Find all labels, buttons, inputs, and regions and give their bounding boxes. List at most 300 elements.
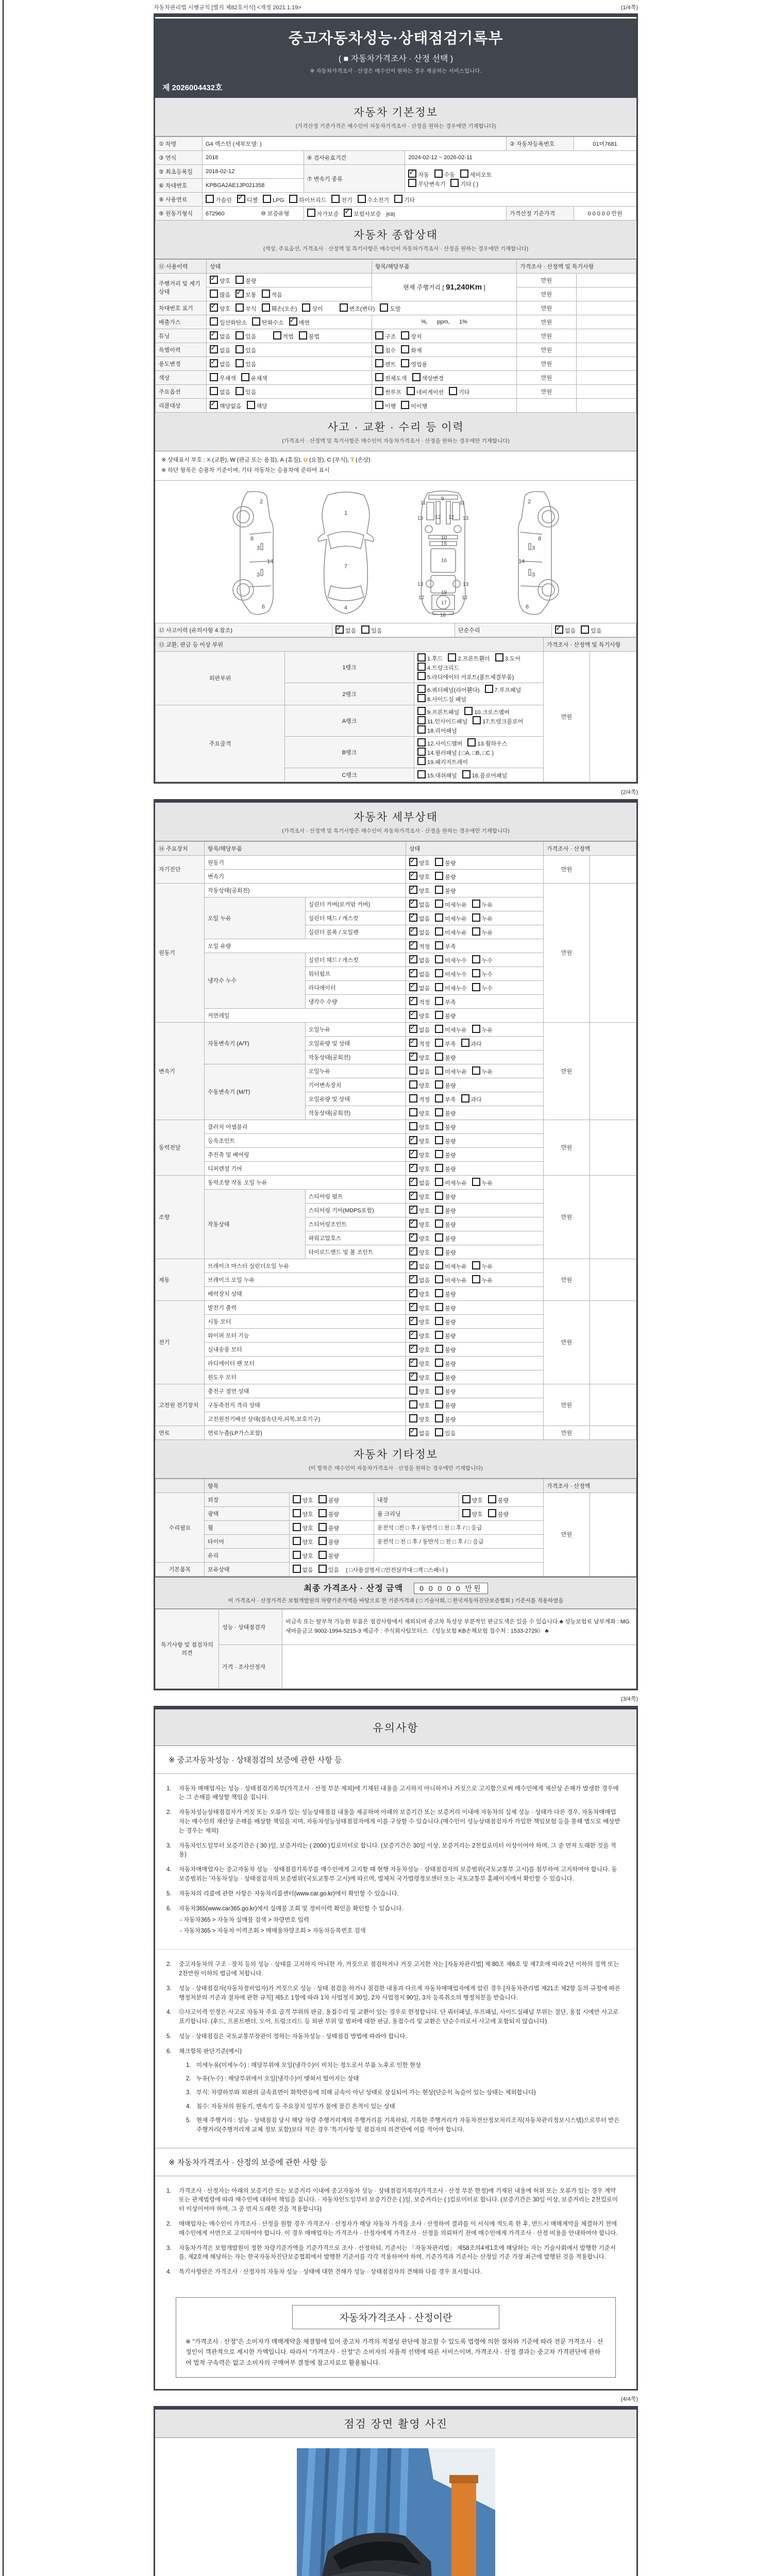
table-row: [156, 1384, 636, 1398]
table-row: [156, 1426, 636, 1439]
unchecked-option: 양호: [462, 1509, 483, 1518]
checked-option: ✓ 없음: [409, 969, 430, 978]
page-mark-1: (1/4쪽): [620, 5, 638, 11]
unchecked-checkbox-icon: [293, 1495, 301, 1503]
unchecked-checkbox-icon: [435, 1414, 443, 1422]
panel-group-label: 주요골격: [156, 705, 285, 782]
table-row: [156, 399, 636, 413]
item-label: 윈도우 모터: [205, 1370, 406, 1384]
checked-option: ✓ 양호: [409, 1317, 430, 1326]
checked-option: ✓ 없음: [335, 625, 356, 635]
svg-text:15: 15: [441, 541, 447, 547]
unchecked-checkbox-icon: [417, 738, 426, 747]
unchecked-checkbox-icon: [340, 303, 348, 312]
svg-text:14: 14: [518, 558, 525, 565]
unchecked-checkbox-icon: [449, 387, 457, 395]
unchecked-checkbox-icon: [472, 913, 480, 922]
unchecked-checkbox-icon: [488, 1495, 496, 1503]
overall-state-header: [155, 221, 636, 259]
unchecked-option: 해당: [247, 401, 267, 410]
unchecked-option: 있음: [435, 1428, 456, 1437]
table-header-row: 항목 가격조사 · 산정액: [156, 1479, 636, 1493]
unchecked-option: 10.크로스멤버: [464, 707, 509, 716]
item-label: 작동상태(공회전): [305, 1050, 406, 1064]
item-label: 충전구 절연 상태: [205, 1384, 406, 1398]
unchecked-option: 불량: [318, 1551, 339, 1560]
checked-checkbox-icon: [409, 858, 417, 866]
price-cell: 만원: [544, 1426, 590, 1439]
unchecked-option: 불량: [435, 1345, 456, 1354]
table-row: [156, 623, 636, 637]
state-options: [289, 1493, 374, 1506]
checked-option: ✓ 매연: [289, 317, 310, 327]
unchecked-checkbox-icon: [409, 1414, 417, 1422]
table-row: [156, 357, 636, 371]
svg-text:4: 4: [344, 604, 348, 611]
state-options: [406, 1217, 544, 1231]
unchecked-option: 불량: [435, 1150, 456, 1159]
state-options: [207, 357, 372, 371]
svg-text:3: 3: [532, 545, 535, 551]
item-label: 파워고압호스: [305, 1231, 406, 1245]
checked-checkbox-icon: [289, 317, 297, 326]
checked-option: ✓ 양호: [409, 1011, 430, 1020]
usage-row-label: 주행거리 및 계기상태: [156, 274, 207, 301]
repair-item-label: 외장: [205, 1493, 290, 1506]
unchecked-option: 많음: [210, 290, 230, 299]
unchecked-option: 있음: [236, 359, 256, 368]
state-options: [459, 1506, 544, 1520]
item-options: [372, 329, 517, 343]
unchecked-checkbox-icon: [252, 317, 260, 326]
device-label: 원동기: [156, 883, 205, 1022]
unchecked-option: 불량: [435, 1247, 456, 1257]
usage-row-label: 용도변경: [156, 357, 207, 371]
state-options: [406, 869, 544, 883]
unchecked-option: 불량: [435, 1331, 456, 1340]
state-options: [406, 897, 544, 911]
unchecked-checkbox-icon: [289, 195, 297, 203]
item-label: 시동 모터: [205, 1314, 406, 1328]
unchecked-option: 미이행: [401, 401, 427, 410]
unchecked-checkbox-icon: [375, 373, 383, 381]
unchecked-option: 누수: [472, 983, 493, 992]
page-mark-4: (4/4쪽): [620, 2396, 638, 2403]
unchecked-checkbox-icon: [435, 913, 443, 922]
service-note: ※ 자동차가격조사 · 산정은 매수인이 원하는 경우 제공하는 서비스입니다.: [310, 68, 482, 74]
unchecked-checkbox-icon: [417, 757, 426, 765]
unchecked-checkbox-icon: [401, 345, 409, 353]
state-options: [406, 1161, 544, 1175]
overall-state-subtitle: (색상, 주요옵션, 가격조사 · 산정액 및 특기사항은 매수인이 자동차가격조사 · 산정을 원하는 경우에만 기재합니다): [263, 246, 529, 252]
price-cell: 만원: [517, 287, 577, 301]
checked-option: ✓ 없음: [409, 900, 430, 909]
checked-option: ✓ 양호: [409, 1331, 430, 1340]
unchecked-checkbox-icon: [472, 1261, 480, 1269]
car-bottom-diagram: [402, 488, 484, 618]
unchecked-checkbox-icon: [293, 1523, 301, 1531]
repair-item-label: 유리: [205, 1548, 290, 1562]
checked-option: ✓ 양호: [210, 303, 230, 313]
unchecked-option: 수소전기: [358, 195, 390, 204]
item-label: 발전기 출력: [205, 1300, 406, 1314]
accident-history-options: [332, 623, 455, 637]
unchecked-option: 12.사이드멤버: [417, 738, 462, 748]
unchecked-option: 누수: [472, 969, 493, 978]
unchecked-option: 미세누유: [435, 900, 467, 909]
unchecked-checkbox-icon: [417, 748, 426, 756]
item-label: 클러치 어셈블리: [205, 1120, 406, 1133]
unchecked-option: 있음: [236, 331, 256, 341]
usage-row-label: 배출가스: [156, 315, 207, 329]
checked-option: ✓ 양호: [409, 1345, 430, 1354]
item-label: 스티어링조인트: [305, 1217, 406, 1231]
svg-text:11: 11: [460, 500, 465, 506]
final-price-band: [155, 1577, 636, 1609]
simple-repair-options: [552, 623, 636, 637]
checked-option: ✓ 양호: [409, 1053, 430, 1062]
other-info-title: 자동차 기타정보: [354, 1448, 438, 1461]
item-label: 변속기: [205, 869, 406, 883]
unchecked-option: 네비게이션: [407, 387, 444, 396]
panel-options: [414, 651, 544, 683]
unchecked-checkbox-icon: [435, 886, 443, 894]
svg-text:2: 2: [260, 498, 263, 505]
detail-state-subtitle: (가격조사 · 산정액 및 특기사항은 매수인이 자동차가격조사 · 산정을 원하는 경우에만 기재합니다): [282, 827, 510, 834]
unchecked-option: 7.루프패널: [485, 685, 522, 694]
unchecked-checkbox-icon: [262, 290, 270, 298]
state-options: [406, 1189, 544, 1203]
svg-text:3: 3: [532, 571, 535, 578]
item-label: 실린더 헤드 / 개스킷: [305, 953, 406, 967]
unchecked-checkbox-icon: [307, 209, 315, 217]
item-label: 실린더 블록 / 오일팬: [305, 925, 406, 939]
unchecked-checkbox-icon: [409, 1400, 417, 1409]
state-options: [207, 315, 372, 329]
position-options: 운전석 □ 전 □ 후 / 동반석 □ 전 □ 후 / □ 응급: [374, 1534, 544, 1548]
item-label: 라디에이터 팬 모터: [205, 1356, 406, 1370]
notice-item: 3. 자동차인도일부터 보증기간은 ( 30 )일, 보증거리는 ( 2000 )킬로미터로 합니다. (보증기간은 30일 이상, 보증거리는 2천킬로미터 이상이어야 하며, 그 중 먼저 도래한 것을 적용): [166, 1842, 616, 1858]
notice-item: 4. ⑫사고이력 인정은 사고로 자동차 주요 골격 부위의 판금, 용접수리 및 교환이 있는 경우로 한정합니다. 단 쿼터패널, 루프패널, 사이드실패널 부위는 절단, 용접 시에만 사고로 표기합니다. (후드, 프론트펜더, 도어, 트렁크리드 등 외판 부위 및 범퍼에 대한 판금, 용접수리 및 교환은 단순수리로서 사고에 포함되지 않습니다): [166, 2009, 619, 2025]
checked-checkbox-icon: [409, 1011, 417, 1019]
car-name-value: G4 렉스턴 (세부모델: ): [203, 137, 507, 151]
unchecked-option: 유채색: [241, 373, 267, 382]
unchecked-checkbox-icon: [435, 1400, 443, 1409]
unchecked-option: 불량: [435, 1359, 456, 1368]
unchecked-checkbox-icon: [435, 1331, 443, 1339]
state-options: [406, 1384, 544, 1398]
device-label: 동력전달: [156, 1120, 205, 1175]
unchecked-option: 미세누수: [435, 983, 467, 992]
checked-checkbox-icon: [409, 997, 417, 1005]
state-options: [289, 1520, 374, 1534]
price-cell: [517, 399, 577, 413]
unchecked-option: 누유: [472, 1178, 493, 1187]
price-cell: 만원: [544, 1384, 590, 1426]
item-options: [372, 371, 517, 385]
state-options: [289, 1506, 374, 1520]
table-header-row: ⑪ 사용이력 상태 항목/해당부품 가격조사 · 산정액 및 특기사항: [156, 260, 636, 274]
unchecked-option: 부족: [435, 1094, 456, 1104]
basic-info-header: [155, 98, 636, 137]
unchecked-checkbox-icon: [417, 725, 426, 734]
notice-item: 2. 자동차성능상태점검자가 거짓 또는 오류가 있는 성능상태점검 내용을 제공하여 아래의 보증기간 또는 보증거리 이내에 자동차의 실제 성능 · 상태가 다른 경우, 자동차매매업자는 매수인의 재산상 손해를 배상할 책임을 지며, 자동차성능상태점검자에게 이를 구상할 수 있습니다.(매수인이 성능상태점검자가 가입한 책임보험 등을 통해 별도로 배상받는 경우는 제외): [166, 1809, 620, 1834]
item-group-label: 냉각수 누수: [205, 953, 306, 1008]
state-options: [406, 925, 544, 939]
accident-history-label: ⑫ 사고이력 (유의사항 4.참조): [156, 623, 332, 637]
unchecked-checkbox-icon: [401, 401, 409, 409]
notices-header: [155, 1709, 636, 1746]
unchecked-checkbox-icon: [472, 983, 480, 991]
unchecked-option: 14.필러패널 ( □A, □B, □C ): [417, 748, 494, 757]
checked-option: ✓ 없음: [409, 1025, 430, 1034]
page-1-box: [154, 13, 638, 784]
svg-text:9: 9: [441, 496, 444, 502]
svg-text:12: 12: [435, 514, 441, 520]
state-options: [207, 274, 372, 287]
unchecked-checkbox-icon: [409, 1080, 417, 1089]
state-options: [406, 1398, 544, 1412]
item-options: [372, 343, 517, 357]
unchecked-checkbox-icon: [318, 1523, 327, 1531]
unchecked-checkbox-icon: [435, 1178, 443, 1186]
unchecked-option: 누유: [472, 913, 493, 923]
unchecked-checkbox-icon: [263, 195, 271, 203]
table-row: [156, 151, 636, 165]
state-options: [406, 1370, 544, 1384]
repair-item-label: 휠: [205, 1520, 290, 1534]
unchecked-option: 도말: [380, 303, 400, 313]
item-label: 실린더 커버(로커암 커버): [305, 897, 406, 911]
detail-state-header: [155, 803, 636, 841]
unchecked-option: 11.인사이드패널: [417, 716, 467, 725]
unchecked-checkbox-icon: [273, 331, 281, 340]
state-code-legend: [155, 451, 636, 481]
unchecked-option: 전기: [331, 195, 352, 204]
notice-subitem: 3. 부식: 차량하부와 외판의 금속표면이 화학반응에 의해 금속이 아닌 상태로 상실되어 가는 현상(단순히 녹슬어 있는 상태는 제외합니다): [186, 2090, 536, 2096]
table-row: [156, 385, 636, 399]
svg-text:19: 19: [441, 589, 447, 596]
checked-checkbox-icon: [210, 276, 218, 284]
checked-option: ✓ 양호: [409, 1303, 430, 1312]
unchecked-checkbox-icon: [472, 969, 480, 977]
hold-state-label: 보유상태: [205, 1562, 290, 1576]
unchecked-option: LPG: [263, 195, 284, 204]
unchecked-checkbox-icon: [435, 1317, 443, 1325]
unchecked-checkbox-icon: [461, 1039, 469, 1047]
unchecked-checkbox-icon: [435, 1039, 443, 1047]
panel-options: [414, 705, 544, 736]
state-options: [406, 1300, 544, 1314]
unchecked-option: 침수: [375, 345, 396, 354]
state-options: [406, 1412, 544, 1426]
unchecked-option: 불량: [318, 1509, 339, 1518]
usage-row-label: 리콜대상: [156, 399, 207, 413]
opinion-label: 특기사항 및 점검자의 의견: [156, 1609, 219, 1688]
state-options: [207, 301, 517, 315]
unchecked-option: 불량: [435, 1303, 456, 1312]
checked-option: ✓ 양호: [409, 1150, 430, 1159]
unchecked-checkbox-icon: [262, 303, 270, 312]
unchecked-option: 15.대쉬패널: [417, 770, 457, 779]
device-label: 고전원 전기장치: [156, 1384, 205, 1426]
checked-checkbox-icon: [409, 969, 417, 977]
state-options: [406, 1286, 544, 1300]
unchecked-checkbox-icon: [380, 303, 388, 312]
unchecked-checkbox-icon: [462, 1495, 470, 1503]
appraiser-label: 가격 · 조사산정자: [219, 1645, 282, 1688]
other-info-header: [155, 1440, 636, 1479]
unchecked-option: 불량: [435, 1372, 456, 1382]
unchecked-checkbox-icon: [358, 195, 366, 203]
checked-checkbox-icon: [237, 195, 245, 203]
other-info-subtitle: (이 항목은 매수인이 자동차가격조사 · 산정을 원하는 경우에만 기재합니다): [308, 1465, 483, 1471]
unchecked-option: 있음: [236, 387, 256, 396]
svg-text:2: 2: [528, 498, 531, 505]
checked-option: ✓ 없음: [555, 625, 576, 635]
checked-checkbox-icon: [409, 1303, 417, 1311]
inspector-label: 성능 · 상태점검자: [219, 1609, 282, 1645]
item-cell: %, ppm, 1%: [372, 315, 517, 329]
device-label: 조향: [156, 1175, 205, 1259]
state-code-letter: W: [230, 457, 236, 463]
unchecked-checkbox-icon: [417, 770, 426, 778]
inspection-photos: [155, 2438, 636, 2576]
checked-option: ✓ 양호: [409, 1359, 430, 1368]
notice-item: 1. 자동차 매매업자는 성능 · 상태점검기록부(가격조사 · 산정 부분 제외)에 기재된 내용을 고지하지 아니하거나 거짓으로 고지함으로써 매수인에게 재산상 손해가 발생한 경우에는 그 손해를 배상할 책임을 집니다.: [166, 1785, 619, 1801]
unchecked-checkbox-icon: [495, 653, 503, 662]
unchecked-option: 불량: [435, 1011, 456, 1020]
unchecked-option: 전체도색: [375, 373, 407, 382]
unchecked-checkbox-icon: [435, 1053, 443, 1061]
checked-checkbox-icon: [409, 955, 417, 963]
base-price-label: 가격산정 기준가격: [507, 207, 574, 221]
checked-checkbox-icon: [409, 1247, 417, 1256]
unchecked-option: 가솔린: [206, 195, 232, 204]
notice-item: 6. 자동차365(www.car365.go.kr)에서 실매물 조회 및 정비이력 확인을 확인할 수 있습니다. - 자동차365 > 자동차 실매물 검색 > 차량번호 입력 - 자동차365 > 자동차 이력조회 > 매매용차량조회 > 자동차등록번호 검색: [166, 1905, 621, 1936]
field-label: ② 자동차등록번호: [507, 137, 574, 151]
unchecked-option: 불량: [435, 1108, 456, 1117]
checked-checkbox-icon: [409, 1331, 417, 1339]
law-note: 자동차관리법 시행규칙 [별지 제82호서식] <개정 2021.1.19>: [154, 5, 301, 11]
unchecked-option: 누유: [472, 1066, 493, 1076]
item-label: 동력조향 작동 오일 누유: [205, 1175, 406, 1189]
unchecked-option: 불량: [318, 1495, 339, 1504]
unchecked-checkbox-icon: [401, 331, 409, 340]
unchecked-checkbox-icon: [236, 387, 244, 395]
inspection-photo-front: [297, 2448, 495, 2576]
checked-checkbox-icon: [409, 1372, 417, 1381]
svg-text:13: 13: [463, 515, 469, 521]
unchecked-checkbox-icon: [331, 195, 340, 203]
unchecked-option: 과다: [461, 1094, 482, 1104]
unchecked-checkbox-icon: [472, 1066, 480, 1075]
price-cell: 만원: [517, 301, 577, 315]
unchecked-checkbox-icon: [318, 1565, 327, 1573]
table-row: [156, 301, 636, 315]
checked-checkbox-icon: [210, 401, 218, 409]
svg-text:14: 14: [267, 558, 274, 565]
unchecked-option: 없음: [210, 387, 230, 396]
unchecked-option: 19.패키지트레이: [417, 757, 468, 766]
unchecked-checkbox-icon: [472, 927, 480, 936]
position-options: 운전석 □전 □ 후 / 동반석 □ 전 □ 후 / □ 응급: [374, 1520, 544, 1534]
unchecked-checkbox-icon: [409, 1108, 417, 1116]
rank-label: A랭크: [285, 705, 414, 736]
unchecked-checkbox-icon: [472, 1025, 480, 1033]
checked-checkbox-icon: [409, 1219, 417, 1228]
state-options: [406, 1231, 544, 1245]
unchecked-checkbox-icon: [435, 1150, 443, 1158]
inspection-validity-value: 2024-02-12 ~ 2026-02-11: [405, 151, 636, 165]
checked-option: ✓ 없음: [210, 359, 230, 368]
checked-option: ✓ 양호: [409, 1164, 430, 1173]
unchecked-checkbox-icon: [318, 1509, 327, 1517]
state-options: [406, 883, 544, 897]
state-options: [406, 1259, 544, 1273]
unchecked-checkbox-icon: [435, 900, 443, 908]
notice-item: 1. 가격조사 · 산정자는 아래의 보증기간 또는 보증거리 이내에 중고자동차 성능 · 상태점검기록부(가격조사 · 산정 부분 한정)에 기재된 내용에 허위 또는 오류가 있는 경우 계약 또는 관계법령에 따라 매수인에 대하여 책임을 집니다. · 자동차인도일부터 보증기간은 ( )일, 보증거리는 ( )킬로미터로 합니다. (보증기간은 30일 이상, 보증거리는 2천킬로미터 이상이어야 하며, 그 중 먼저 도래한 것을 적용합니다): [166, 2188, 618, 2213]
unchecked-checkbox-icon: [236, 276, 244, 284]
unchecked-checkbox-icon: [293, 1565, 301, 1573]
checked-checkbox-icon: [409, 1150, 417, 1158]
car-top-diagram: [307, 488, 384, 618]
warranty-type-label: ⑩ 보증유형: [260, 211, 290, 217]
unchecked-checkbox-icon: [210, 373, 218, 381]
item-label: 와이퍼 모터 기능: [205, 1328, 406, 1342]
unchecked-option: 양호: [409, 1080, 430, 1090]
unchecked-checkbox-icon: [236, 331, 244, 340]
detail-state-table: [155, 841, 636, 1440]
final-price-label: 최종 가격조사 · 산정 금액: [304, 1584, 404, 1593]
checked-option: ✓ 없음: [409, 1275, 430, 1284]
repair-item-label: 타이어: [205, 1534, 290, 1548]
unchecked-checkbox-icon: [318, 1551, 327, 1559]
unchecked-option: 3.도어: [495, 653, 520, 663]
notice-subitem: 5. 현재 주행거리 : 성능 · 상태점검 당시 해당 차량 주행거리계의 주행거리를 기록하되, 기록한 주행거리가 자동차전산정보처리조직(자동차관리정보시스템)으로부터 받은 주행거리(주행거리계 교체 정보 포함)보다 적은 경우 '특기사항 및 점검자의 의견'란에 이를 적어야 합니다.: [186, 2117, 620, 2133]
item-options: [372, 385, 517, 399]
unchecked-option: 무채색: [210, 373, 236, 382]
unchecked-option: 불량: [435, 1136, 456, 1145]
basic-info-subtitle: (가격산정 기준가격은 매수인이 자동차가격조사 · 산정을 원하는 경우에만 기재합니다): [295, 123, 496, 129]
document-title: 중고자동차성능·상태점검기록부: [288, 30, 503, 47]
unchecked-checkbox-icon: [462, 770, 470, 778]
unchecked-option: 누유: [472, 927, 493, 937]
item-label: 등속조인트: [205, 1133, 406, 1147]
unchecked-option: 누유: [472, 1261, 493, 1270]
notices-title: 유의사항: [373, 1722, 419, 1734]
checked-option: ✓ 적정: [409, 941, 430, 951]
unchecked-checkbox-icon: [581, 625, 589, 634]
checked-checkbox-icon: [409, 886, 417, 894]
item-label: 실내송풍 모터: [205, 1342, 406, 1356]
unchecked-option: 불량: [435, 1192, 456, 1201]
checked-option: ✓자동: [408, 170, 429, 179]
page-gap: [154, 1690, 638, 1706]
unchecked-checkbox-icon: [472, 1178, 480, 1186]
checked-option: ✓ 양호: [409, 1372, 430, 1382]
item-label: 실린더 헤드 / 개스킷: [305, 911, 406, 925]
unchecked-checkbox-icon: [435, 1136, 443, 1144]
panel-group-label: 외판부위: [156, 651, 285, 705]
inspector-opinion-text: 비금속 또는 탈부착 가능한 부품은 점검사항에서 제외되며 중고차 특성상 부분적인 판금도색은 있을 수 있습니다.♣ 성능보험료 납부계좌 : MG새마을금고 9002-1994-5215-3 예금주 : 주식회사팀모터스 《성능보험 KB손해보험 접수처 : 1533-2729》 ♣: [282, 1609, 636, 1645]
state-options: [406, 1050, 544, 1064]
checked-option: ✓ 적정: [409, 1039, 430, 1048]
unchecked-checkbox-icon: [435, 1247, 443, 1256]
state-options: [207, 385, 372, 399]
price-cell: 만원: [544, 1300, 590, 1384]
unchecked-option: 8.사이드실 패널: [417, 694, 466, 703]
